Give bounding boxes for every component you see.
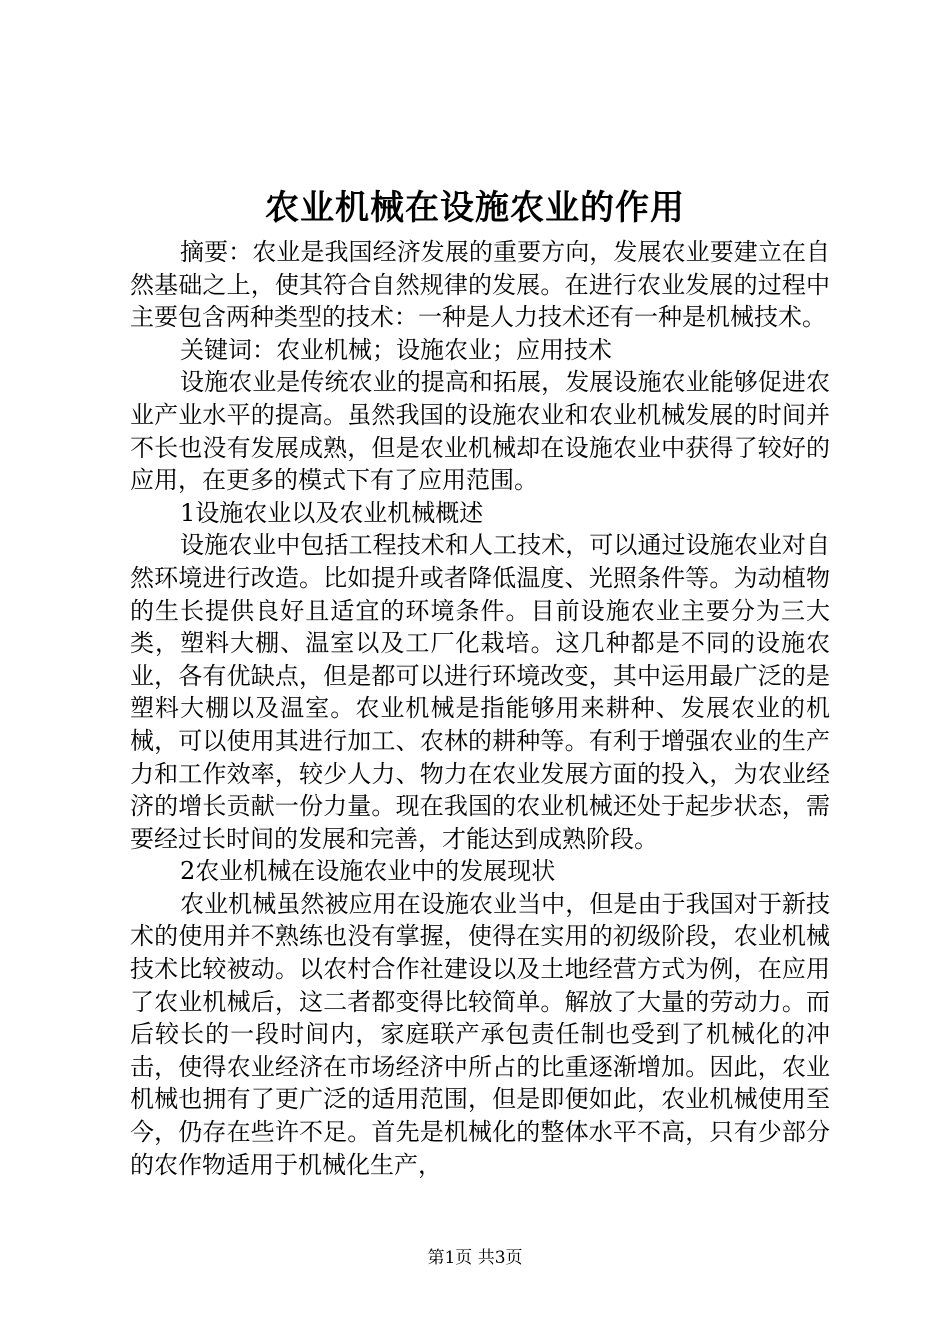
section-2-paragraph: 农业机械虽然被应用在设施农业当中，但是由于我国对于新技术的使用并不熟练也没有掌握，使得在实用的初级阶段，农业机械技术比较被动。以农村合作社建设以及土地经营方式为例，在应用了农业机械后，这二者都变得比较简单。解放了大量的劳动力。而后较长的一段时间内，家庭联产承包责任制也受到了机械化的冲击，使得农业经济在市场经济中所占的比重逐渐增加。因此，农业机械也拥有了更广泛的适用范围，但是即便如此，农业机械使用至今，仍存在些许不足。首先是机械化的整体水平不高，只有少部分的农作物适用于机械化生产，	[130, 889, 830, 1179]
section-1-paragraph: 设施农业中包括工程技术和人工技术，可以通过设施农业对自然环境进行改造。比如提升或者降低温度、光照条件等。为动植物的生长提供良好且适宜的环境条件。目前设施农业主要分为三大类，塑料大棚、温室以及工厂化栽培。这几种都是不同的设施农业，各有优缺点，但是都可以进行环境改变，其中运用最广泛的是塑料大棚以及温室。农业机械是指能够用来耕种、发展农业的机械，可以使用其进行加工、农林的耕种等。有利于增强农业的生产力和工作效率，较少人力、物力在农业发展方面的投入，为农业经济的增长贡献一份力量。现在我国的农业机械还处于起步状态，需要经过长时间的发展和完善，才能达到成熟阶段。	[130, 531, 830, 853]
page-footer: 第1页 共3页	[427, 1248, 523, 1268]
keywords-paragraph: 关键词：农业机械；设施农业；应用技术	[180, 335, 612, 364]
section-heading-1: 1设施农业以及农业机械概述	[180, 498, 484, 527]
abstract-paragraph: 摘要：农业是我国经济发展的重要方向，发展农业要建立在自然基础之上，使其符合自然规律的发展。在进行农业发展的过程中主要包含两种类型的技术：一种是人力技术还有一种是机械技术。	[130, 238, 830, 332]
document-title: 农业机械在设施农业的作用	[265, 188, 685, 228]
document-body	[130, 236, 830, 1181]
intro-paragraph: 设施农业是传统农业的提高和拓展，发展设施农业能够促进农业产业水平的提高。虽然我国的设施农业和农业机械发展的时间并不长也没有发展成熟，但是农业机械却在设施农业中获得了较好的应用，在更多的模式下有了应用范围。	[130, 368, 830, 495]
section-heading-2: 2农业机械在设施农业中的发展现状	[180, 857, 556, 886]
